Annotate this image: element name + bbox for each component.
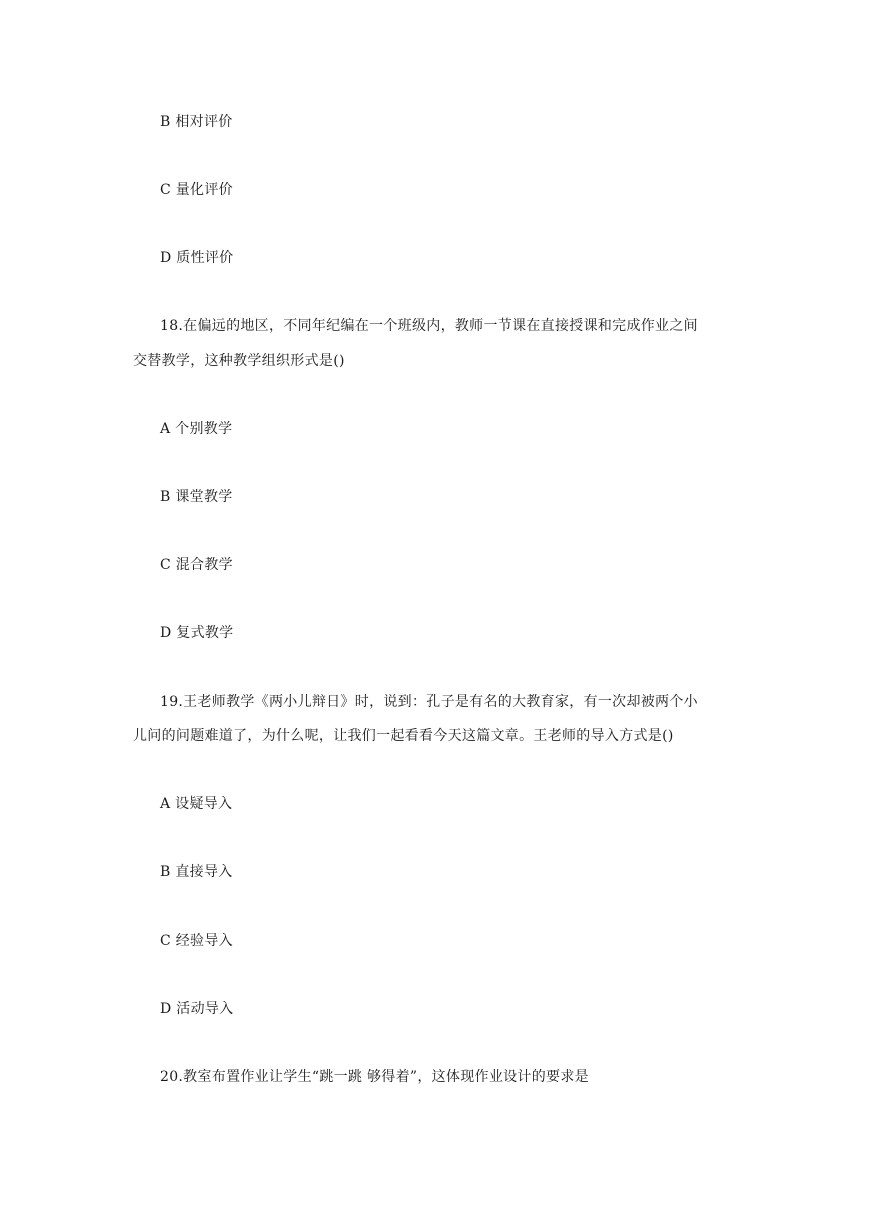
q17-option-c: C 量化评价: [160, 182, 233, 198]
q19-text-line1: 19.王老师教学《两小儿辩日》时，说到：孔子是有名的大教育家，有一次却被两个小: [160, 694, 698, 710]
q18-option-d: D 复式教学: [160, 625, 234, 641]
q19-option-a: A 设疑导入: [160, 796, 233, 812]
q18-text-line2: 交替教学，这种教学组织形式是(): [133, 353, 345, 369]
q17-option-b: B 相对评价: [160, 114, 233, 130]
q17-option-d: D 质性评价: [160, 250, 234, 266]
q19-option-d: D 活动导入: [160, 1001, 234, 1017]
q19-option-b: B 直接导入: [160, 864, 233, 880]
q18-text-line1: 18.在偏远的地区，不同年纪编在一个班级内，教师一节课在直接授课和完成作业之间: [160, 318, 698, 334]
q19-text-line2: 儿问的问题难道了，为什么呢，让我们一起看看今天这篇文章。王老师的导入方式是(): [133, 728, 674, 744]
q19-option-c: C 经验导入: [160, 933, 233, 949]
q20-text-line1: 20.教室布置作业让学生“跳一跳 够得着”，这体现作业设计的要求是: [160, 1069, 589, 1085]
q18-option-c: C 混合教学: [160, 557, 233, 573]
q18-option-b: B 课堂教学: [160, 489, 233, 505]
q18-option-a: A 个别教学: [160, 421, 233, 437]
